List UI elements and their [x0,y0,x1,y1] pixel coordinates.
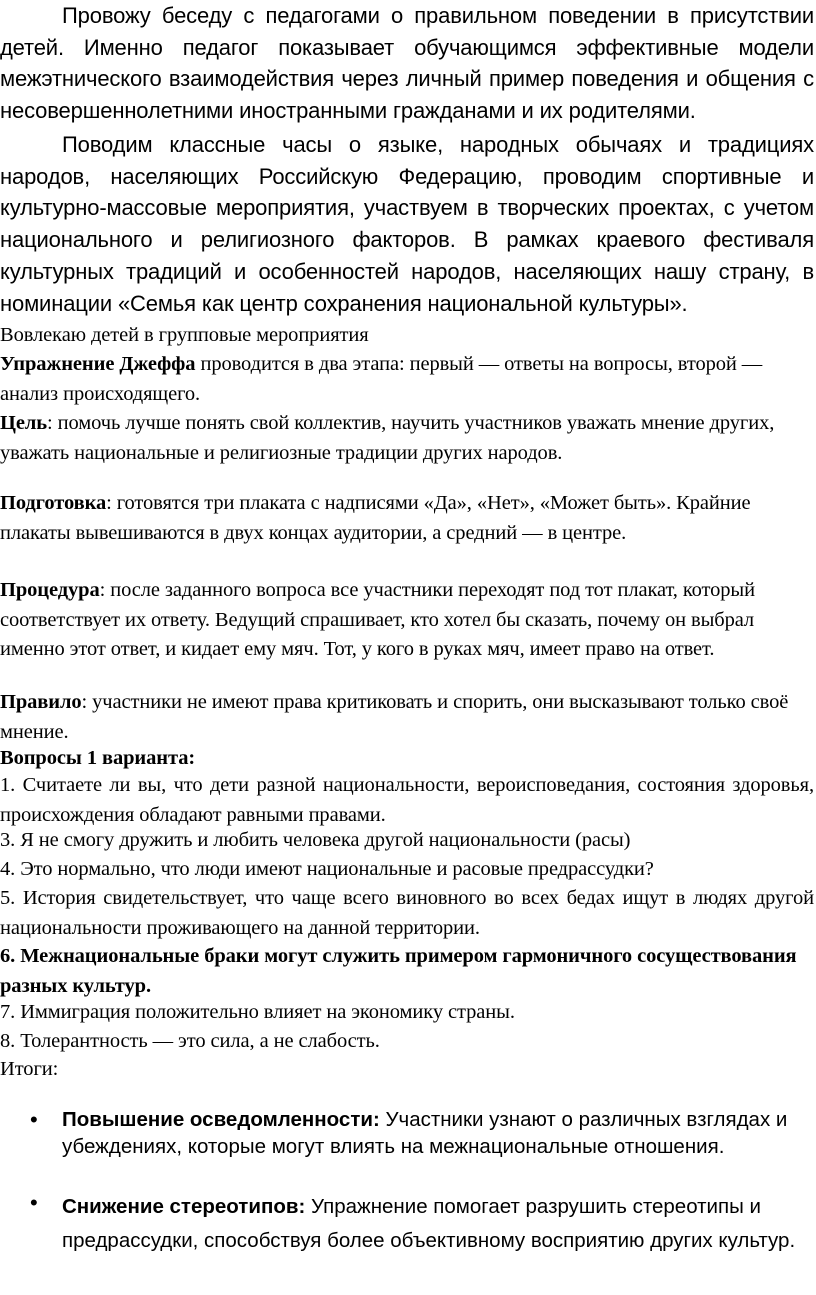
procedure-text: : после заданного вопроса все участники переходят под тот плакат, который соответствует их ответу. Ведущий спрашивает, кто хотел бы сказать, почему он выбрал именно этот ответ, и кидает ему мяч. Тот, у кого в руках мяч, имеет право на ответ. [0,579,755,661]
question-8: 8. Толерантность — это сила, а не слабость. [0,1030,380,1052]
question-1: 1. Считаете ли вы, что дети разной национальности, вероисповедания, состояния здоровья, происхождения обладают равными правами. [0,774,814,826]
preparation-label: Подготовка [0,492,107,514]
result-item-awareness-text [62,1107,807,1160]
paragraph-class-hours: Поводим классные часы о языке, народных обычаях и традициях народов, населяющих Российскую Федерацию, проводим спортивные и культурно-массовые мероприятия, участвуем в творческих проектах, с учетом национального и религиозного факторов. В рамках краевого фестиваля культурных традиций и особенностей народов, населяющих нашу страну, в номинации «Семья как центр сохранения национальной культуры». [0,132,814,316]
result-description: Упражнение помогает разрушить стереотипы и предрассудки, способствуя более объективному восприятию других культур. [62,1195,796,1252]
bullet-icon: • [30,1190,38,1215]
exercise-label: Упражнение Джеффа [0,353,196,375]
question-6: 6. Межнациональные браки могут служить примером гармоничного сосуществования разных культур. [0,945,797,997]
question-3: 3. Я не смогу дружить и любить человека другой национальности (расы) [0,829,631,851]
results-heading: Итоги: [0,1058,59,1080]
bullet-icon: • [30,1107,38,1132]
procedure-paragraph [0,576,814,665]
preparation-text: : готовятся три плаката с надписями «Да», «Нет», «Может быть». Крайние плакаты вывешиваются в двух концах аудитории, а средний — в центре. [0,492,751,544]
rule-label: Правило [0,691,82,713]
question-4: 4. Это нормально, что люди имеют национальные и расовые предрассудки? [0,858,654,880]
question-5: 5. История свидетельствует, что чаще всего виновного во всех бедах ищут в людях другой национальности проживающего на данной территории. [0,887,814,939]
questions-heading: Вопросы 1 варианта: [0,747,196,769]
procedure-label: Процедура [0,579,100,601]
goal-label: Цель [0,412,47,434]
question-7: 7. Иммиграция положительно влияет на экономику страны. [0,1001,515,1023]
exercise-text: проводится в два этапа: первый — ответы на вопросы, второй — анализ происходящего. [0,353,763,405]
rule-paragraph [0,688,814,747]
result-label: Снижение стереотипов: [62,1195,306,1218]
result-item-stereotypes-text [62,1190,807,1258]
result-label: Повышение осведомленности: [62,1108,380,1131]
preparation-paragraph [0,489,814,548]
paragraph-teacher-conversation: Провожу беседу с педагогами о правильном поведении в присутствии детей. Именно педагог показывает обучающимся эффективные модели межэтнического взаимодействия через личный пример поведения и общения с несовершеннолетними иностранными гражданами и их родителями. [0,3,814,124]
goal-paragraph [0,409,814,468]
result-description: Участники узнают о различных взглядах и убеждениях, которые могут влиять на межнациональные отношения. [62,1108,788,1158]
exercise-paragraph [0,350,814,409]
rule-text: : участники не имеют права критиковать и спорить, они высказывают только своё мнение. [0,691,789,743]
intro-line: Вовлекаю детей в групповые мероприятия [0,324,369,346]
goal-text: : помочь лучше понять свой коллектив, научить участников уважать мнение других, уважать национальные и религиозные традиции других народов. [0,412,775,464]
